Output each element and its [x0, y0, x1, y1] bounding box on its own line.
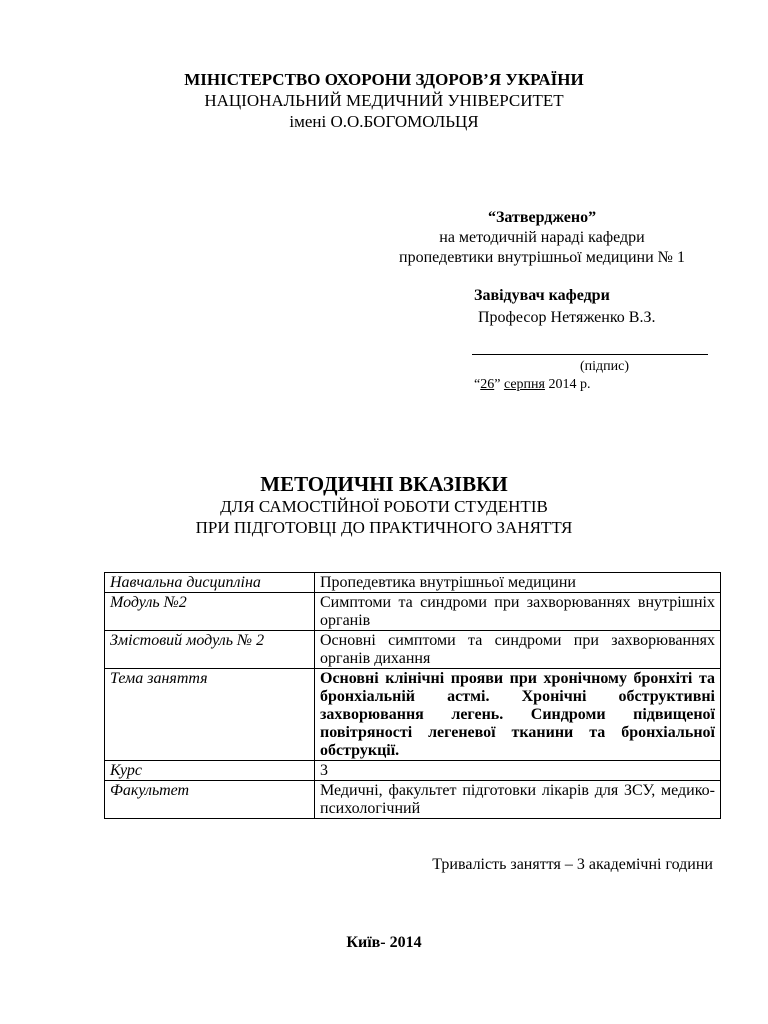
head-role: Завідувач кафедри: [474, 287, 610, 304]
row-key: Факультет: [105, 781, 315, 819]
lesson-duration: Тривалість заняття – 3 академічні години: [432, 856, 713, 873]
signature-line: [472, 354, 708, 355]
table-row: [105, 593, 721, 631]
row-value: Медичні, факультет підготовки лікарів для ЗСУ, медико-психологічний: [315, 781, 721, 819]
university-named-after: імені О.О.БОГОМОЛЬЦЯ: [289, 112, 479, 131]
row-value: Симптоми та синдроми при захворюваннях внутрішніх органів: [315, 593, 721, 631]
approval-block: [370, 208, 768, 392]
lesson-info-table: [104, 572, 721, 819]
date-year: 2014 р.: [544, 377, 591, 392]
document-header: [0, 69, 768, 132]
city-year: Київ- 2014: [346, 934, 422, 951]
approval-line-1: на методичній нараді кафедри: [439, 229, 645, 246]
row-value: 3: [315, 761, 721, 781]
university-name: НАЦІОНАЛЬНИЙ МЕДИЧНИЙ УНІВЕРСИТЕТ: [204, 91, 564, 110]
date-day: 26: [480, 377, 495, 392]
title-sub-1: ДЛЯ САМОСТІЙНОЇ РОБОТИ СТУДЕНТІВ: [220, 497, 548, 516]
table-row: [105, 573, 721, 593]
row-value: Основні симптоми та синдроми при захворюваннях органів дихання: [315, 631, 721, 669]
title-main: МЕТОДИЧНІ ВКАЗІВКИ: [260, 472, 508, 496]
date-close-quote: ”: [494, 377, 501, 392]
row-value: Пропедевтика внутрішньої медицини: [315, 573, 721, 593]
date-open-quote: “: [474, 377, 481, 392]
head-name: Професор Нетяженко В.З.: [478, 309, 656, 326]
ministry-name: МІНІСТЕРСТВО ОХОРОНИ ЗДОРОВ’Я УКРАЇНИ: [184, 70, 584, 89]
row-key: Тема заняття: [105, 669, 315, 761]
table-row: [105, 669, 721, 761]
title-sub-2: ПРИ ПІДГОТОВЦІ ДО ПРАКТИЧНОГО ЗАНЯТТЯ: [195, 518, 573, 537]
row-key: Навчальна дисципліна: [105, 573, 315, 593]
approval-stamp: “Затверджено”: [487, 209, 597, 226]
table-row: [105, 631, 721, 669]
document-title: [0, 472, 768, 538]
row-key: Змістовий модуль № 2: [105, 631, 315, 669]
row-key: Курс: [105, 761, 315, 781]
approval-line-2: пропедевтики внутрішньої медицини № 1: [399, 249, 685, 266]
department-head: [474, 286, 655, 328]
table-row: [105, 761, 721, 781]
table-row: [105, 781, 721, 819]
approval-date: [474, 375, 590, 395]
signature-caption: (підпис): [580, 359, 630, 374]
row-value: Основні клінічні прояви при хронічному бронхіті та бронхіальній астмі. Хронічні обструктивні захворювання легень. Синдроми підвищеної повітряності легеневої тканини та бронхіальної обструкції.: [315, 669, 721, 761]
date-month: серпня: [503, 377, 545, 392]
row-key: Модуль №2: [105, 593, 315, 631]
